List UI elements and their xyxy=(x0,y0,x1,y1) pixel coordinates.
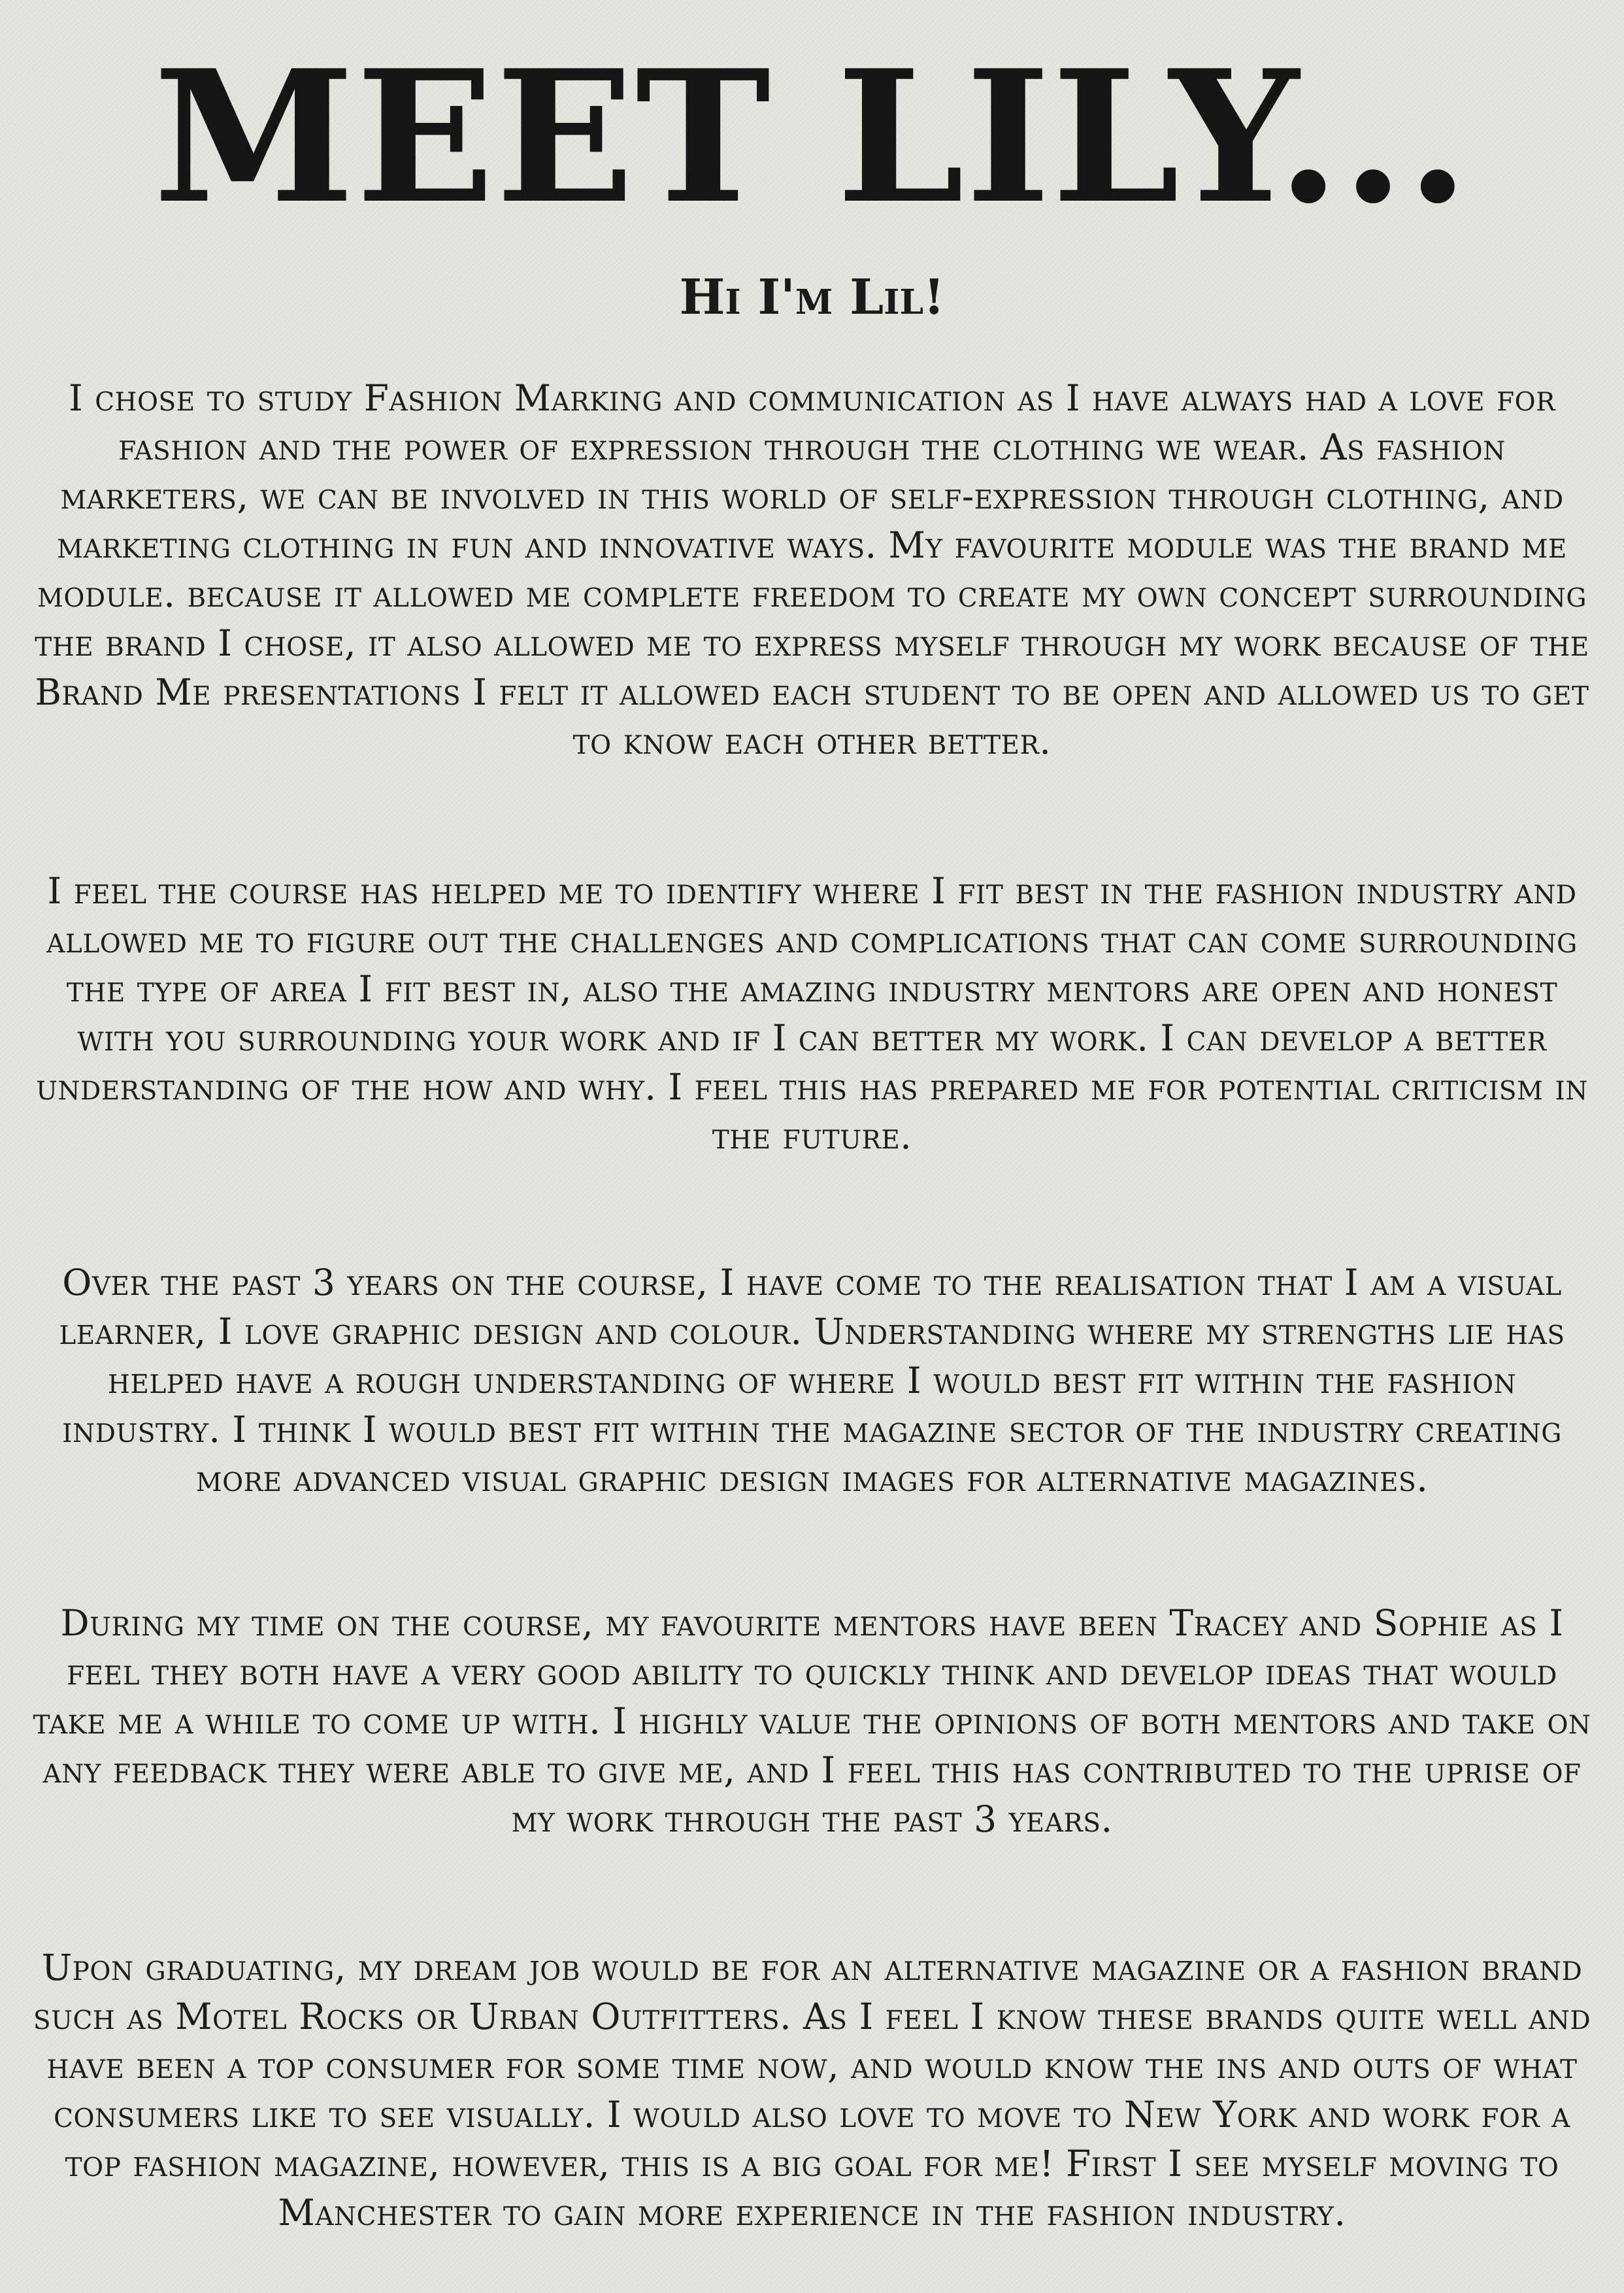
paragraph-course-benefits: I feel the course has helped me to identify where I fit best in the fashion industry and allowed me to figure out the challenges and complications that can come surrounding the type of area I fit best in, also the amazing industry mentors are open and honest with you surrounding your work and if I can better my work. I can develop a better understanding of the how and why. I feel this has prepared me for potential criticism in the future. xyxy=(36,870,1588,1157)
paragraph-strengths: Over the past 3 years on the course, I have come to the realisation that I am a visual learner, I love graphic design and colour. Understanding where my strengths lie has helped have a rough understanding of where I would best fit within the fashion industry. I think I would best fit within the magazine sector of the industry creating more advanced visual graphic design images for alternative magazines. xyxy=(59,1262,1565,1499)
page-title: MEET LILY... xyxy=(153,30,1471,244)
page-subtitle: Hi I'm Lil! xyxy=(679,269,945,326)
paragraph-course-choice: I chose to study Fashion Marking and communication as I have always had a love for fashion and the power of expression through the clothing we wear. As fashion marketers, we can be involved in this world of self-expression through clothing, and marketing clothing in fun and innovative ways. My favourite module was the brand me module. because it allowed me complete freedom to create my own concept surrounding the brand I chose, it also allowed me to express myself through my work because of the Brand Me presentations I felt it allowed each student to be open and allowed us to get to know each other better. xyxy=(35,377,1589,762)
paragraph-dream-job: Upon graduating, my dream job would be for an alternative magazine or a fashion brand such as Motel Rocks or Urban Outfitters. As I feel I know these brands quite well and have been a top consumer for some time now, and would know the ins and outs of what consumers like to see visually. I would also love to move to New York and work for a top fashion magazine, however, this is a big goal for me! First I see myself moving to Manchester to gain more experience in the fashion industry. xyxy=(33,1947,1591,2234)
paragraph-mentors: During my time on the course, my favourite mentors have been Tracey and Sophie as I feel they both have a very good ability to quickly think and develop ideas that would take me a while to come up with. I highly value the opinions of both mentors and take on any feedback they were able to give me, and I feel this has contributed to the uprise of my work through the past 3 years. xyxy=(33,1602,1591,1840)
